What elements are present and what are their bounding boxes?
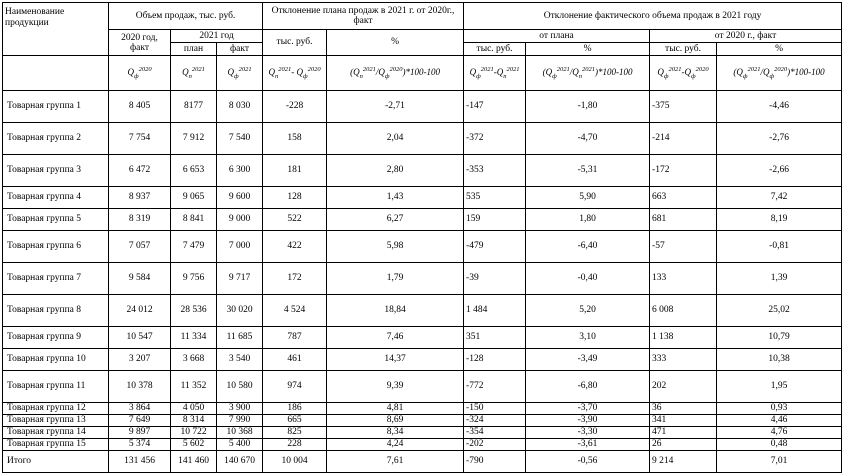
from-2020-thousand: 202	[650, 371, 717, 403]
plan-dev-thousand: 186	[263, 403, 327, 415]
sales-2021-plan: 8 841	[171, 209, 217, 231]
from-plan-percent: -6,80	[526, 371, 650, 403]
table-header	[3, 3, 842, 91]
sales-2021-fact: 140 670	[217, 451, 263, 473]
from-2020-percent: 0,48	[717, 439, 842, 451]
plan-dev-percent: 8,69	[327, 415, 464, 427]
from-plan-percent: -1,80	[526, 91, 650, 123]
formula-plan-percent: $(Q_п^{2021}/Q_ф^{2020})*100-100$	[327, 56, 464, 91]
formula-fact-plan-percent: $(Q_ф^{2021}/Q_п^{2021})*100-100$	[526, 56, 650, 91]
from-plan-percent: -0,56	[526, 451, 650, 473]
sales-2021-plan: 8 314	[171, 415, 217, 427]
plan-dev-thousand: 522	[263, 209, 327, 231]
product-name: Товарная группа 6	[3, 231, 109, 263]
product-name: Товарная группа 4	[3, 187, 109, 209]
header-from-2020-thousand: тыс. руб.	[650, 43, 717, 56]
from-plan-thousand: -147	[464, 91, 526, 123]
plan-dev-thousand: 10 004	[263, 451, 327, 473]
sales-2020-fact: 8 405	[109, 91, 171, 123]
from-plan-percent: -0,40	[526, 263, 650, 295]
from-2020-percent: -2,66	[717, 155, 842, 187]
sales-2021-plan: 9 065	[171, 187, 217, 209]
plan-dev-percent: 9,39	[327, 371, 464, 403]
from-plan-thousand: 159	[464, 209, 526, 231]
sales-deviation-table-container	[2, 2, 841, 473]
from-2020-thousand: -57	[650, 231, 717, 263]
from-plan-percent: 1,80	[526, 209, 650, 231]
table-row	[3, 155, 842, 187]
from-plan-thousand: -372	[464, 123, 526, 155]
header-2020-fact: 2020 год, факт	[109, 30, 171, 56]
formula-fact-2020-diff: $Q_ф^{2021}-Q_ф^{2020}$	[650, 56, 717, 91]
from-plan-percent: -3,70	[526, 403, 650, 415]
from-plan-percent: -3,49	[526, 349, 650, 371]
from-plan-thousand: 351	[464, 327, 526, 349]
from-2020-thousand: 36	[650, 403, 717, 415]
from-2020-percent: 4,76	[717, 427, 842, 439]
from-2020-thousand: 471	[650, 427, 717, 439]
from-plan-thousand: -39	[464, 263, 526, 295]
sales-2020-fact: 9 897	[109, 427, 171, 439]
header-from-plan-thousand: тыс. руб.	[464, 43, 526, 56]
product-name: Товарная группа 15	[3, 439, 109, 451]
from-2020-percent: -0,81	[717, 231, 842, 263]
sales-2021-plan: 11 352	[171, 371, 217, 403]
from-plan-thousand: -150	[464, 403, 526, 415]
plan-dev-percent: 4,24	[327, 439, 464, 451]
sales-deviation-table	[2, 2, 842, 473]
header-plan-deviation: Отклонение плана продаж в 2021 г. от 2020г., факт	[263, 3, 464, 30]
from-2020-percent: 8,19	[717, 209, 842, 231]
sales-2021-fact: 3 540	[217, 349, 263, 371]
header-from-plan-percent: %	[526, 43, 650, 56]
formula-plan-diff: $Q_п^{2021}-$ $Q_ф^{2020}$	[263, 56, 327, 91]
sales-2020-fact: 6 472	[109, 155, 171, 187]
sales-2021-fact: 8 030	[217, 91, 263, 123]
from-plan-thousand: -202	[464, 439, 526, 451]
from-2020-thousand: 341	[650, 415, 717, 427]
table-row	[3, 123, 842, 155]
plan-dev-percent: 6,27	[327, 209, 464, 231]
from-plan-percent: -3,30	[526, 427, 650, 439]
header-plan-dev-thousand: тыс. руб.	[263, 30, 327, 56]
product-name: Товарная группа 1	[3, 91, 109, 123]
sales-2021-fact: 7 540	[217, 123, 263, 155]
from-2020-thousand: -172	[650, 155, 717, 187]
plan-dev-percent: 1,79	[327, 263, 464, 295]
from-2020-percent: 7,01	[717, 451, 842, 473]
sales-2020-fact: 24 012	[109, 295, 171, 327]
plan-dev-thousand: 461	[263, 349, 327, 371]
sales-2020-fact: 10 378	[109, 371, 171, 403]
sales-2021-plan: 7 912	[171, 123, 217, 155]
product-name: Товарная группа 8	[3, 295, 109, 327]
from-2020-percent: 10,38	[717, 349, 842, 371]
table-row	[3, 209, 842, 231]
from-2020-thousand: 133	[650, 263, 717, 295]
from-plan-percent: 5,20	[526, 295, 650, 327]
from-2020-percent: 1,39	[717, 263, 842, 295]
plan-dev-percent: 18,84	[327, 295, 464, 327]
from-plan-thousand: -772	[464, 371, 526, 403]
table-row	[3, 327, 842, 349]
sales-2021-fact: 10 580	[217, 371, 263, 403]
table-row	[3, 263, 842, 295]
formula-q2020-fact: $Q_ф^{2020}$	[109, 56, 171, 91]
sales-2021-fact: 9 000	[217, 209, 263, 231]
product-name: Товарная группа 2	[3, 123, 109, 155]
sales-2021-plan: 3 668	[171, 349, 217, 371]
header-sales-volume: Объем продаж, тыс. руб.	[109, 3, 263, 30]
table-row	[3, 371, 842, 403]
from-plan-percent: 3,10	[526, 327, 650, 349]
sales-2020-fact: 7 057	[109, 231, 171, 263]
from-2020-thousand: 1 138	[650, 327, 717, 349]
from-2020-thousand: 333	[650, 349, 717, 371]
plan-dev-percent: 2,04	[327, 123, 464, 155]
plan-dev-percent: 2,80	[327, 155, 464, 187]
sales-2020-fact: 8 937	[109, 187, 171, 209]
product-name: Товарная группа 5	[3, 209, 109, 231]
plan-dev-thousand: 181	[263, 155, 327, 187]
plan-dev-thousand: -228	[263, 91, 327, 123]
sales-2021-fact: 3 900	[217, 403, 263, 415]
sales-2021-plan: 9 756	[171, 263, 217, 295]
plan-dev-thousand: 128	[263, 187, 327, 209]
table-row	[3, 427, 842, 439]
sales-2021-fact: 5 400	[217, 439, 263, 451]
sales-2021-fact: 11 685	[217, 327, 263, 349]
plan-dev-percent: 7,61	[327, 451, 464, 473]
table-row	[3, 403, 842, 415]
from-2020-thousand: 9 214	[650, 451, 717, 473]
product-name: Товарная группа 11	[3, 371, 109, 403]
header-from-plan: от плана	[464, 30, 650, 43]
product-name: Товарная группа 3	[3, 155, 109, 187]
product-name: Товарная группа 10	[3, 349, 109, 371]
from-plan-percent: 5,90	[526, 187, 650, 209]
sales-2021-fact: 30 020	[217, 295, 263, 327]
from-2020-percent: 7,42	[717, 187, 842, 209]
sales-2021-plan: 11 334	[171, 327, 217, 349]
header-plan: план	[171, 43, 217, 56]
product-name: Товарная группа 7	[3, 263, 109, 295]
formula-q2021-fact: $Q_ф^{2021}$	[217, 56, 263, 91]
sales-2021-plan: 5 602	[171, 439, 217, 451]
product-name: Товарная группа 13	[3, 415, 109, 427]
sales-2020-fact: 131 456	[109, 451, 171, 473]
sales-2021-plan: 28 536	[171, 295, 217, 327]
plan-dev-thousand: 172	[263, 263, 327, 295]
header-2021: 2021 год	[171, 30, 263, 43]
plan-dev-percent: 4,81	[327, 403, 464, 415]
formula-q2021-plan: $Q_п^{2021}$	[171, 56, 217, 91]
from-2020-thousand: 663	[650, 187, 717, 209]
plan-dev-percent: 7,46	[327, 327, 464, 349]
from-2020-thousand: 26	[650, 439, 717, 451]
from-2020-thousand: -214	[650, 123, 717, 155]
sales-2021-plan: 10 722	[171, 427, 217, 439]
from-plan-thousand: -479	[464, 231, 526, 263]
table-row	[3, 439, 842, 451]
from-2020-thousand: 681	[650, 209, 717, 231]
header-actual-deviation: Отклонение фактического объема продаж в 2021 году	[464, 3, 842, 30]
plan-dev-percent: 1,43	[327, 187, 464, 209]
header-from-2020-percent: %	[717, 43, 842, 56]
table-row	[3, 295, 842, 327]
from-plan-thousand: -324	[464, 415, 526, 427]
from-2020-percent: 10,79	[717, 327, 842, 349]
table-body	[3, 91, 842, 473]
plan-dev-thousand: 665	[263, 415, 327, 427]
sales-2021-fact: 6 300	[217, 155, 263, 187]
from-plan-percent: -3,90	[526, 415, 650, 427]
sales-2021-plan: 141 460	[171, 451, 217, 473]
product-name: Итого	[3, 451, 109, 473]
from-plan-thousand: 535	[464, 187, 526, 209]
sales-2020-fact: 8 319	[109, 209, 171, 231]
sales-2020-fact: 5 374	[109, 439, 171, 451]
plan-dev-thousand: 825	[263, 427, 327, 439]
table-row	[3, 231, 842, 263]
from-plan-percent: -6,40	[526, 231, 650, 263]
from-2020-thousand: -375	[650, 91, 717, 123]
plan-dev-percent: -2,71	[327, 91, 464, 123]
sales-2020-fact: 10 547	[109, 327, 171, 349]
plan-dev-thousand: 422	[263, 231, 327, 263]
sales-2021-fact: 9 600	[217, 187, 263, 209]
from-2020-percent: -4,46	[717, 91, 842, 123]
from-2020-thousand: 6 008	[650, 295, 717, 327]
from-plan-percent: -5,31	[526, 155, 650, 187]
sales-2020-fact: 7 754	[109, 123, 171, 155]
header-from-2020: от 2020 г., факт	[650, 30, 842, 43]
from-plan-percent: -4,70	[526, 123, 650, 155]
from-2020-percent: 0,93	[717, 403, 842, 415]
plan-dev-percent: 14,37	[327, 349, 464, 371]
from-plan-thousand: -790	[464, 451, 526, 473]
from-2020-percent: 25,02	[717, 295, 842, 327]
sales-2021-plan: 8177	[171, 91, 217, 123]
table-row	[3, 415, 842, 427]
plan-dev-percent: 5,98	[327, 231, 464, 263]
formula-fact-plan-diff: $Q_ф^{2021}-Q_п^{2021}$	[464, 56, 526, 91]
formula-fact-2020-percent: $(Q_ф^{2021}/Q_ф^{2020})*100-100$	[717, 56, 842, 91]
sales-2021-fact: 7 000	[217, 231, 263, 263]
sales-2021-fact: 10 368	[217, 427, 263, 439]
sales-2021-plan: 4 050	[171, 403, 217, 415]
product-name: Товарная группа 14	[3, 427, 109, 439]
sales-2021-fact: 7 990	[217, 415, 263, 427]
table-row	[3, 349, 842, 371]
header-plan-dev-percent: %	[327, 30, 464, 56]
sales-2020-fact: 3 207	[109, 349, 171, 371]
plan-dev-thousand: 974	[263, 371, 327, 403]
sales-2021-plan: 6 653	[171, 155, 217, 187]
from-2020-percent: 1,95	[717, 371, 842, 403]
sales-2020-fact: 9 584	[109, 263, 171, 295]
from-plan-thousand: -353	[464, 155, 526, 187]
from-plan-thousand: -354	[464, 427, 526, 439]
sales-2020-fact: 7 649	[109, 415, 171, 427]
formula-empty	[3, 56, 109, 91]
header-product: Наименование продукции	[3, 3, 109, 56]
table-row	[3, 187, 842, 209]
table-row	[3, 91, 842, 123]
from-plan-thousand: -128	[464, 349, 526, 371]
sales-2021-fact: 9 717	[217, 263, 263, 295]
plan-dev-thousand: 4 524	[263, 295, 327, 327]
table-row-total	[3, 451, 842, 473]
header-fact: факт	[217, 43, 263, 56]
from-2020-percent: 4,46	[717, 415, 842, 427]
product-name: Товарная группа 12	[3, 403, 109, 415]
sales-2020-fact: 3 864	[109, 403, 171, 415]
from-2020-percent: -2,76	[717, 123, 842, 155]
plan-dev-thousand: 158	[263, 123, 327, 155]
formula-row	[3, 56, 842, 91]
plan-dev-thousand: 228	[263, 439, 327, 451]
plan-dev-thousand: 787	[263, 327, 327, 349]
sales-2021-plan: 7 479	[171, 231, 217, 263]
product-name: Товарная группа 9	[3, 327, 109, 349]
from-plan-thousand: 1 484	[464, 295, 526, 327]
from-plan-percent: -3,61	[526, 439, 650, 451]
plan-dev-percent: 8,34	[327, 427, 464, 439]
